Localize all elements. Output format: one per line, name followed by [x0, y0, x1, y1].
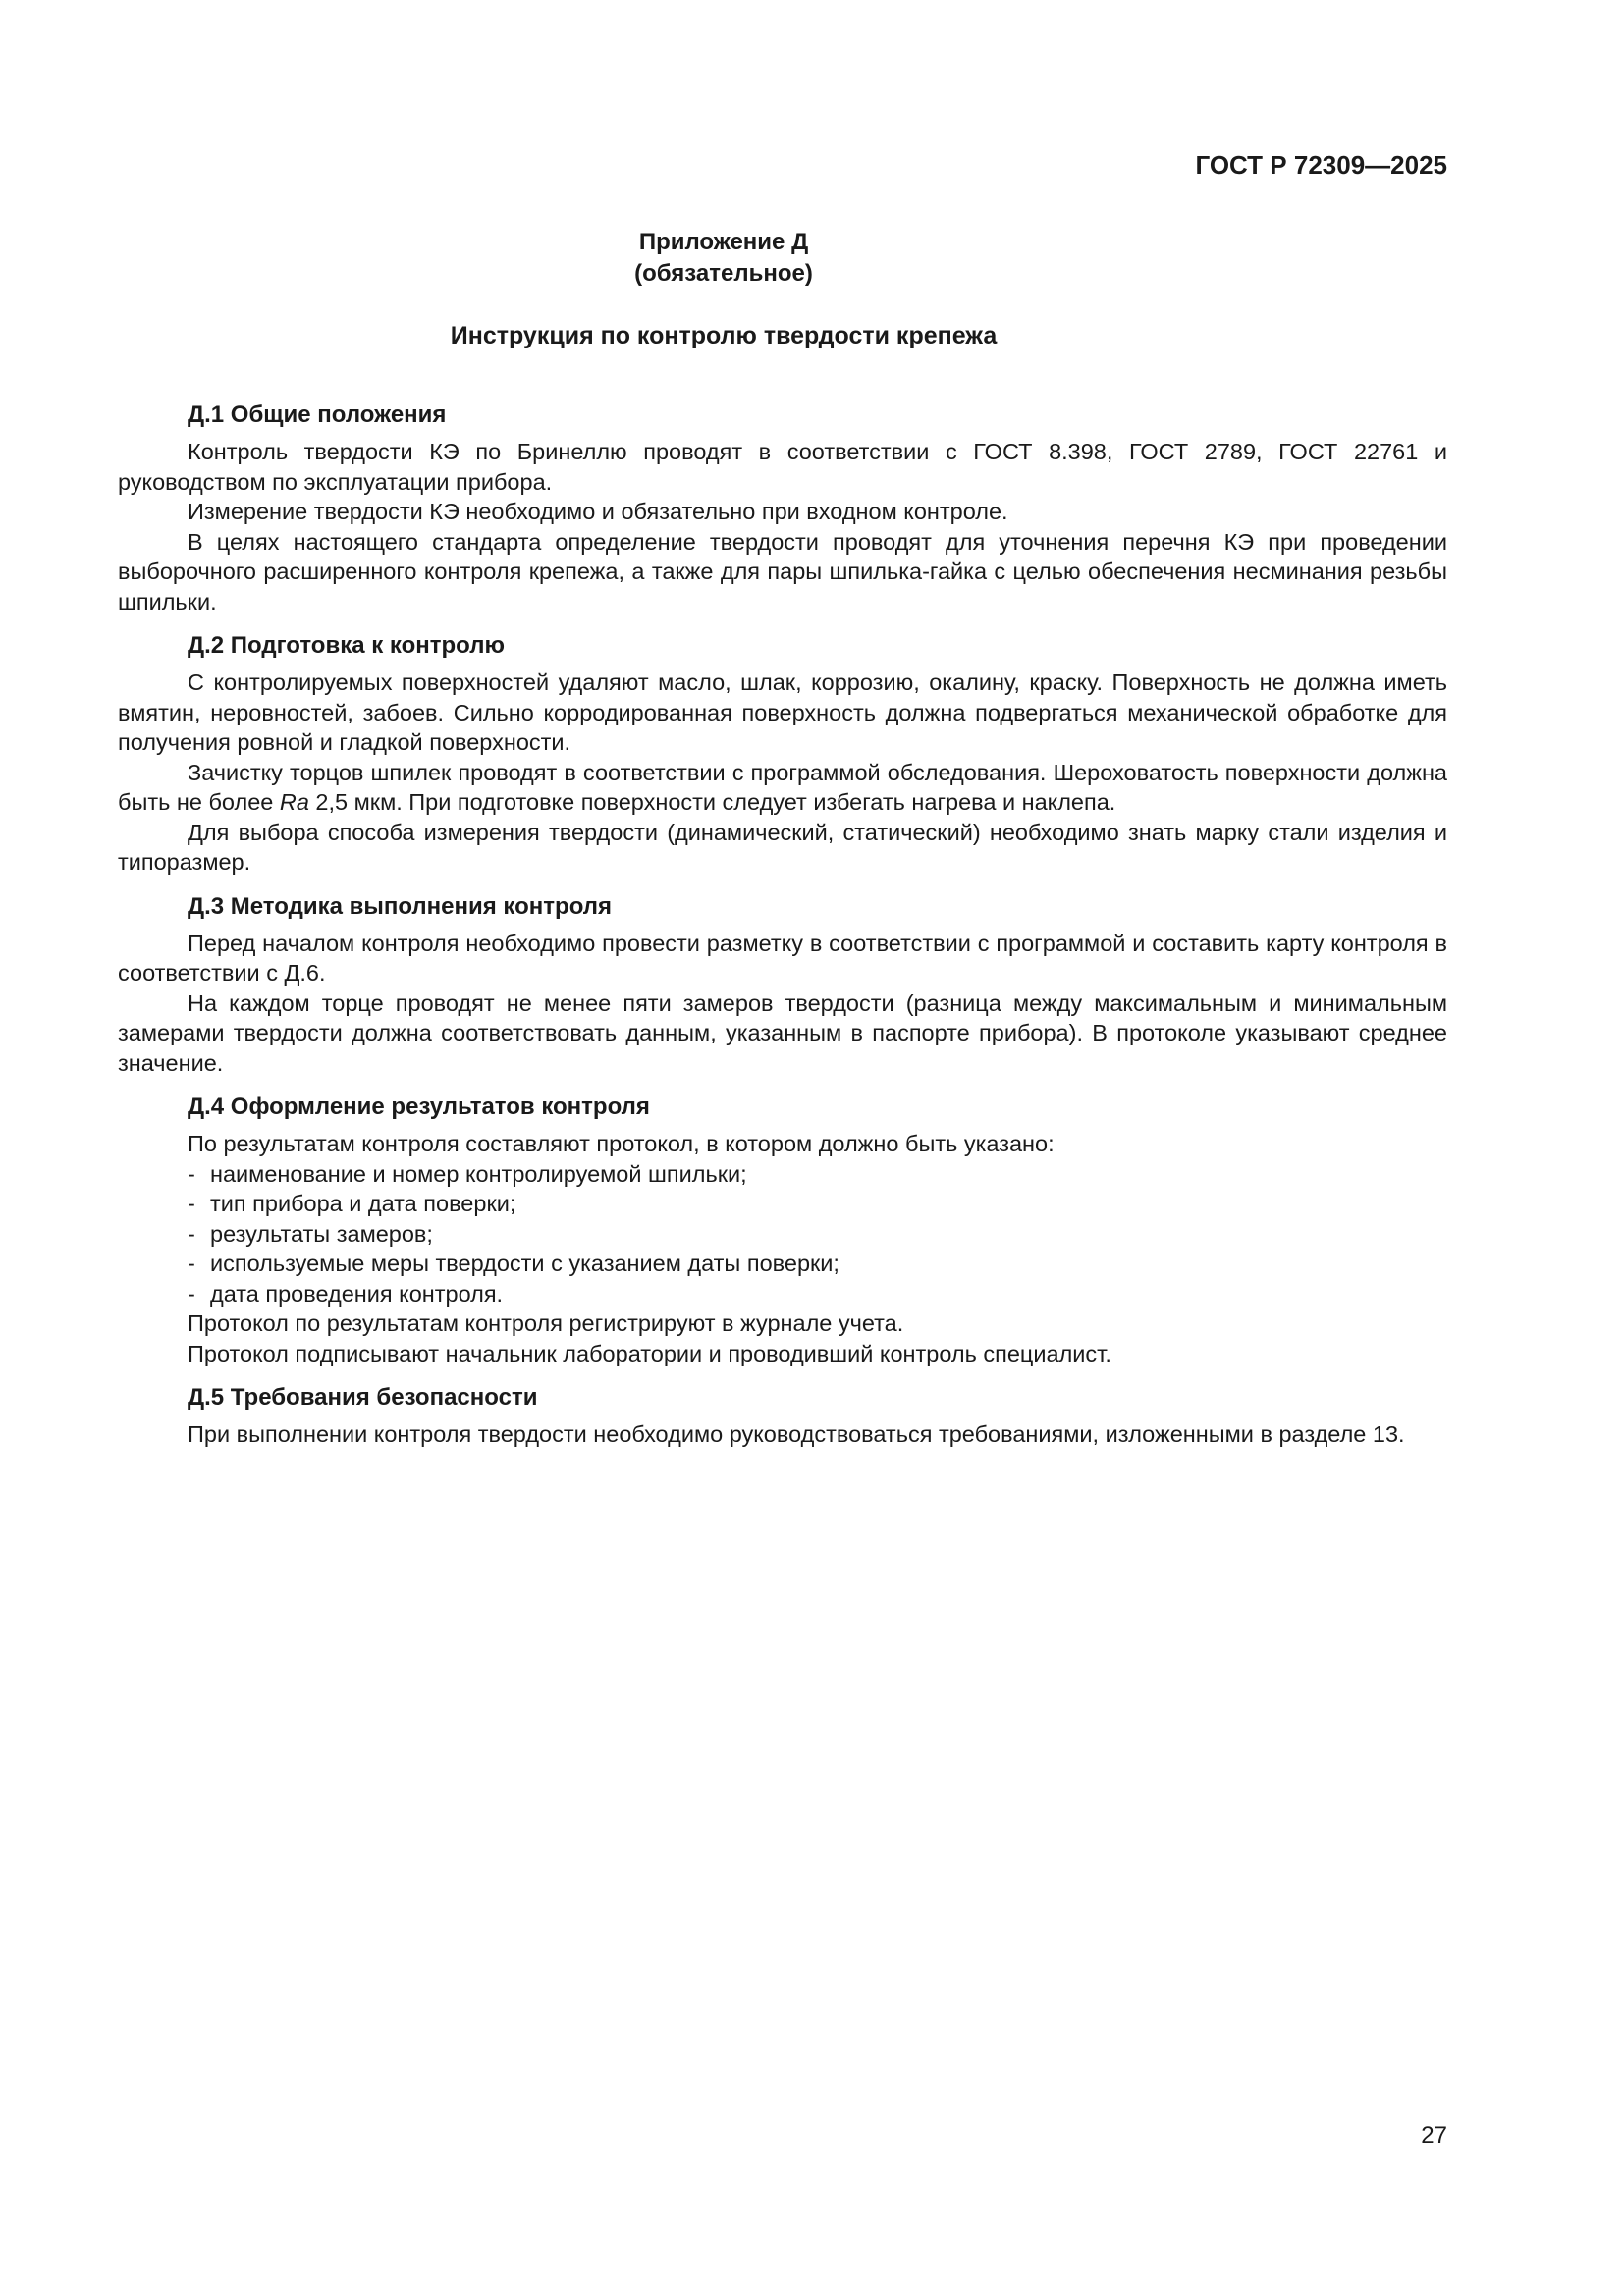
- list-item: [188, 1189, 1447, 1219]
- section-heading: Д.1 Общие положения: [188, 401, 447, 428]
- list-marker: -: [188, 1251, 195, 1276]
- section-heading: Д.5 Требования безопасности: [188, 1384, 538, 1411]
- annex-heading: [118, 227, 1329, 290]
- paragraph: Перед началом контроля необходимо провести разметку в соответствии с программой и составить карту контроля в соответствии с Д.6.: [118, 930, 1447, 986]
- list-item: [188, 1279, 1447, 1309]
- list-item-text: результаты замеров;: [210, 1220, 433, 1247]
- paragraph: В целях настоящего стандарта определение твердости проводят для уточнения перечня КЭ при проведении выборочного расширенного контроля крепежа, а также для пары шпилька-гайка с целью обеспечения несминания резьбы шпильки.: [118, 528, 1447, 614]
- section-heading: Д.4 Оформление результатов контроля: [188, 1094, 650, 1120]
- paragraph: Контроль твердости КЭ по Бринеллю проводят в соответствии с ГОСТ 8.398, ГОСТ 2789, ГОСТ 22761 и руководством по эксплуатации прибора.: [118, 439, 1447, 495]
- paragraph: С контролируемых поверхностей удаляют масло, шлак, коррозию, окалину, краску. Поверхность не должна иметь вмятин, неровностей, забоев. Сильно корродированная поверхность должна подвергаться механической обработке для получения ровной и гладкой поверхности.: [118, 669, 1447, 755]
- section-preparation: [118, 630, 1447, 878]
- paragraph: При выполнении контроля твердости необходимо руководствоваться требованиями, изложенными в разделе 13.: [188, 1421, 1405, 1447]
- list-item: [188, 1249, 1447, 1279]
- section-method: [118, 891, 1447, 1079]
- list-marker: -: [188, 1191, 195, 1216]
- paragraph: Протокол по результатам контроля регистрируют в журнале учета.: [188, 1310, 904, 1336]
- document-code: ГОСТ Р 72309—2025: [1195, 150, 1447, 180]
- paragraph-roughness: [118, 758, 1447, 818]
- list-item: [188, 1159, 1447, 1190]
- paragraph: На каждом торце проводят не менее пяти замеров твердости (разница между максимальным и минимальным замерами твердости должна соответствовать данным, указанным в паспорте прибора). В протоколе указывают среднее значение.: [118, 989, 1447, 1076]
- list-item-text: наименование и номер контролируемой шпильки;: [210, 1160, 747, 1187]
- section-heading: Д.2 Подготовка к контролю: [188, 632, 505, 659]
- paragraph: Измерение твердости КЭ необходимо и обязательно при входном контроле.: [188, 499, 1008, 524]
- section-results: [118, 1092, 1447, 1368]
- requirements-list: [118, 1159, 1447, 1309]
- annex-status: (обязательное): [634, 260, 813, 287]
- list-marker: -: [188, 1280, 195, 1307]
- annex-label: Приложение Д: [638, 229, 809, 255]
- annex-title: Инструкция по контролю твердости крепежа: [450, 322, 998, 349]
- paragraph: По результатам контроля составляют протокол, в котором должно быть указано:: [188, 1131, 1055, 1156]
- document-body: [118, 400, 1447, 1464]
- list-marker: -: [188, 1160, 195, 1187]
- section-heading: Д.3 Методика выполнения контроля: [188, 892, 612, 920]
- section-general: [118, 400, 1447, 616]
- page-number: 27: [1421, 2122, 1447, 2149]
- list-item-text: используемые меры твердости с указанием даты поверки;: [210, 1251, 839, 1276]
- list-item: [188, 1219, 1447, 1250]
- list-marker: -: [188, 1220, 195, 1247]
- text-span: Зачистку торцов шпилек проводят в соответствии с программой обследования. Шероховатость поверхности должна быть не более: [118, 759, 1447, 815]
- list-item-text: дата проведения контроля.: [210, 1280, 504, 1307]
- roughness-symbol: Ra: [279, 789, 309, 815]
- paragraph: Для выбора способа измерения твердости (динамический, статический) необходимо знать марку стали изделия и типоразмер.: [118, 819, 1447, 875]
- section-safety: [118, 1382, 1447, 1450]
- list-item-text: тип прибора и дата поверки;: [210, 1191, 516, 1216]
- paragraph: Протокол подписывают начальник лаборатории и проводивший контроль специалист.: [188, 1340, 1111, 1366]
- text-span: 2,5 мкм. При подготовке поверхности следует избегать нагрева и наклепа.: [308, 789, 1116, 815]
